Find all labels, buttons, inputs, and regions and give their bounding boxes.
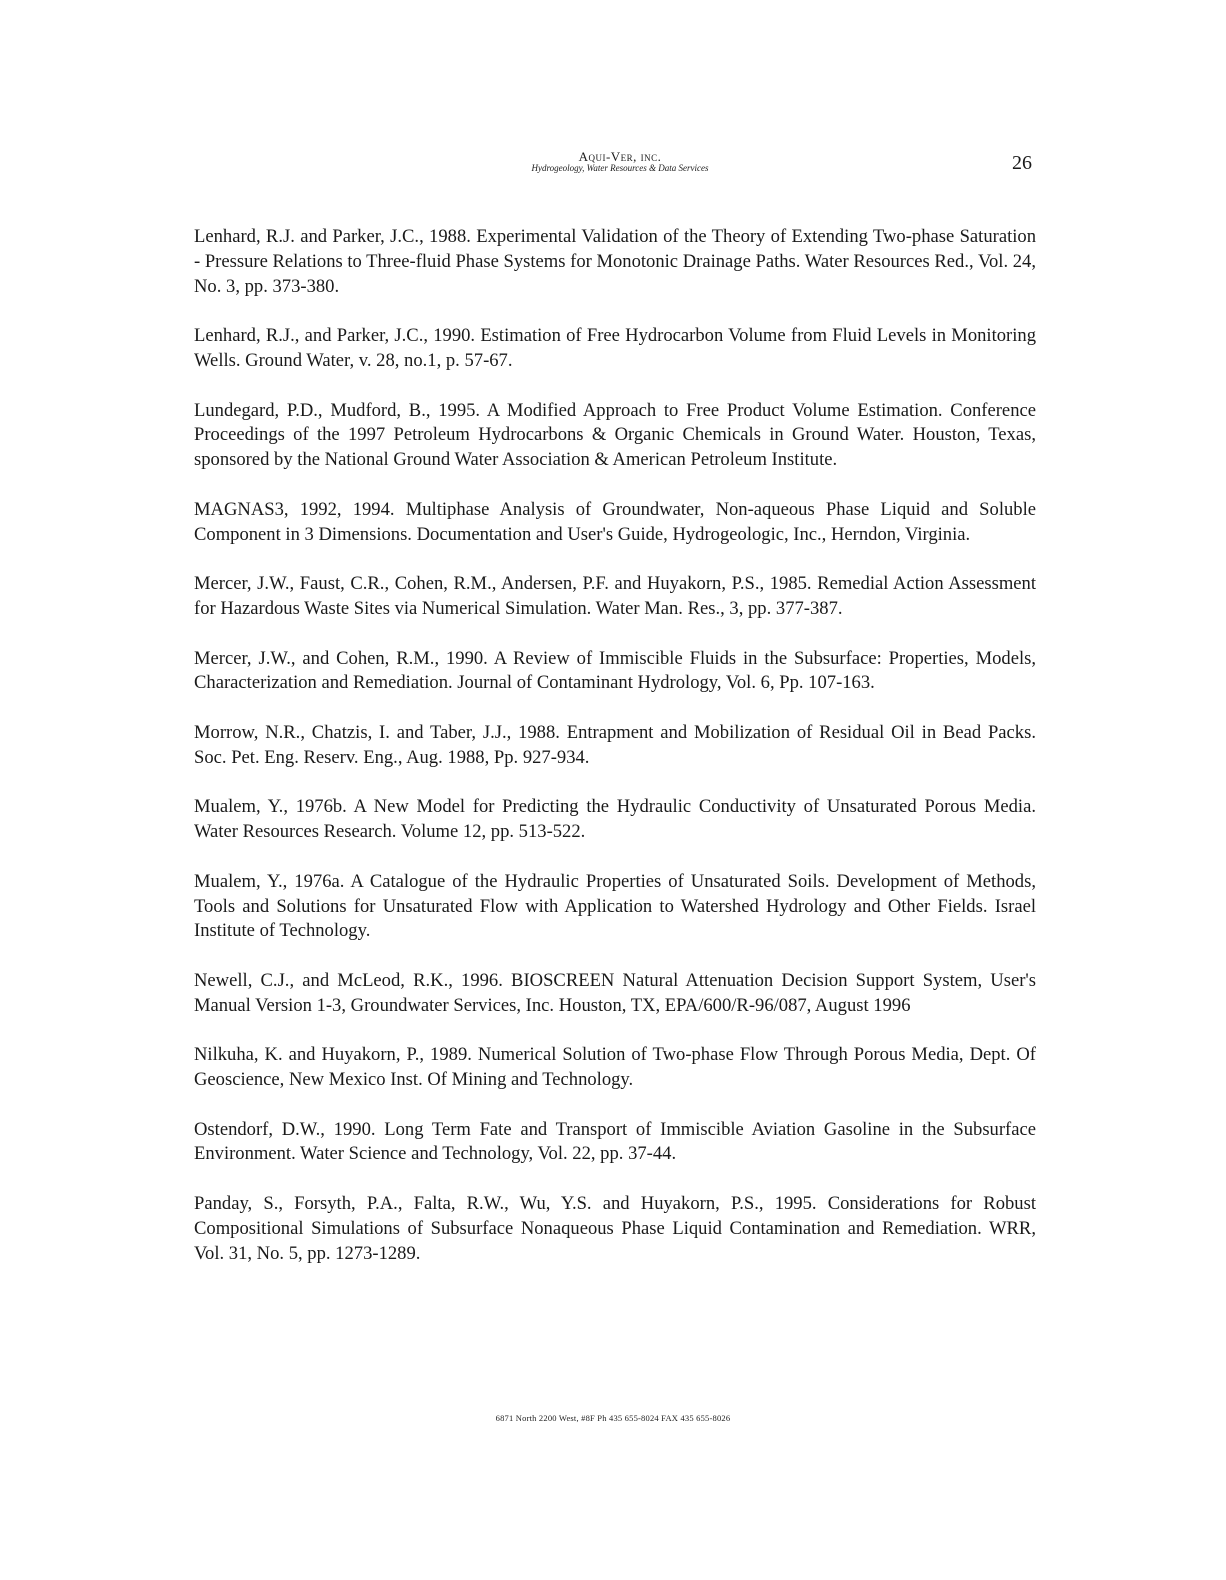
reference-entry: Lundegard, P.D., Mudford, B., 1995. A Modified Approach to Free Product Volume Estimation. Conference Proceedings of the 1997 Petroleum Hydrocarbons & Organic Chemicals in Ground Water. Houston, Texas, sponsored by the National Ground Water Association & American Petroleum Institute. [194,399,1036,471]
reference-entry: Mercer, J.W., Faust, C.R., Cohen, R.M., Andersen, P.F. and Huyakorn, P.S., 1985. Remedial Action Assessment for Hazardous Waste Sites via Numerical Simulation. Water Man. Res., 3, pp. 377-387. [194,573,1036,619]
company-name: Aqui-Ver, inc. [578,149,662,164]
page-number: 26 [1012,152,1032,174]
reference-entry: Lenhard, R.J., and Parker, J.C., 1990. Estimation of Free Hydrocarbon Volume from Fluid Levels in Monitoring Wells. Ground Water, v. 28, no.1, p. 57-67. [194,325,1036,371]
reference-entry: Lenhard, R.J. and Parker, J.C., 1988. Experimental Validation of the Theory of Extending Two-phase Saturation - Pressure Relations to Three-fluid Phase Systems for Monotonic Drainage Paths. Water Resources Red., Vol. 24, No. 3, pp. 373-380. [194,226,1036,297]
reference-entry: Panday, S., Forsyth, P.A., Falta, R.W., Wu, Y.S. and Huyakorn, P.S., 1995. Considerations for Robust Compositional Simulations of Subsurface Nonaqueous Phase Liquid Contamination and Remediation. WRR, Vol. 31, No. 5, pp. 1273-1289. [194,1193,1036,1264]
reference-entry: Nilkuha, K. and Huyakorn, P., 1989. Numerical Solution of Two-phase Flow Through Porous Media, Dept. Of Geoscience, New Mexico Inst. Of Mining and Technology. [194,1044,1036,1091]
reference-entry: Mualem, Y., 1976b. A New Model for Predicting the Hydraulic Conductivity of Unsaturated Porous Media. Water Resources Research. Volume 12, pp. 513-522. [194,796,1036,843]
letterhead [430,150,810,174]
reference-entry: MAGNAS3, 1992, 1994. Multiphase Analysis of Groundwater, Non-aqueous Phase Liquid and Soluble Component in 3 Dimensions. Documentation and User's Guide, Hydrogeologic, Inc., Herndon, Virginia. [194,498,1036,545]
reference-entry: Mualem, Y., 1976a. A Catalogue of the Hydraulic Properties of Unsaturated Soils. Development of Methods, Tools and Solutions for Unsaturated Flow with Application to Watershed Hydrology and Other Fields. Israel Institute of Technology. [194,870,1036,942]
reference-entry: Ostendorf, D.W., 1990. Long Term Fate and Transport of Immiscible Aviation Gasoline in the Subsurface Environment. Water Science and Technology, Vol. 22, pp. 37-44. [194,1118,1036,1165]
footer-address: 6871 North 2200 West, #8F Ph 435 655-8024 FAX 435 655-8026 [495,1413,731,1423]
reference-entry: Morrow, N.R., Chatzis, I. and Taber, J.J., 1988. Entrapment and Mobilization of Residual Oil in Bead Packs. Soc. Pet. Eng. Reserv. Eng., Aug. 1988, Pp. 927-934. [194,721,1036,768]
reference-entry: Newell, C.J., and McLeod, R.K., 1996. BIOSCREEN Natural Attenuation Decision Support System, User's Manual Version 1-3, Groundwater Services, Inc. Houston, TX, EPA/600/R-96/087, August 1996 [194,969,1036,1016]
reference-entry: Mercer, J.W., and Cohen, R.M., 1990. A Review of Immiscible Fluids in the Subsurface: Properties, Models, Characterization and Remediation. Journal of Contaminant Hydrology, Vol. 6, Pp. 107-163. [194,647,1036,694]
reference-list [194,225,1036,1291]
company-tagline: Hydrogeology, Water Resources & Data Services [531,163,709,174]
